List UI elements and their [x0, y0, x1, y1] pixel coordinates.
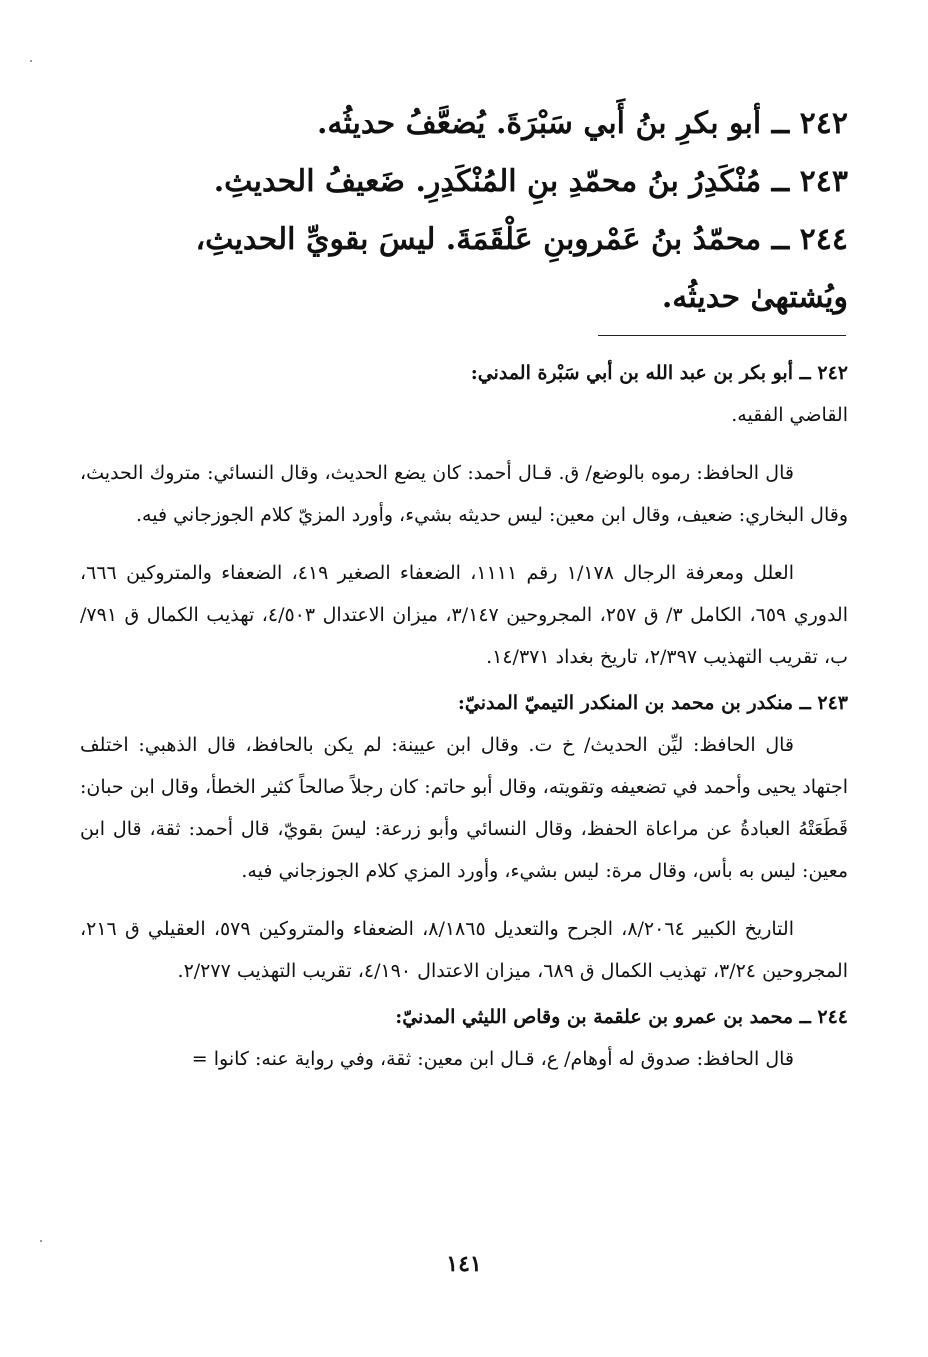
- entry-243: ٢٤٣ ــ مُنْكَدِرُ بنُ محمّدِ بنِ المُنْكَدِرِ. ضَعيفُ الحديثِ.: [213, 164, 848, 199]
- note-242-heading: ٢٤٢ ــ أبو بكر بن عبد الله بن أبي سَبْرة المدني:: [470, 362, 848, 384]
- note-243-text: قال الحافظ: ليِّن الحديث/ خ ت. وقال ابن عيينة: لم يكن بالحافظ، قال الذهبي: اختلف اجتهاد يحيى وأحمد في تضعيفه وتقويته، وقال أبو حاتم: كان رجلاً صالحاً كثير الخطأ، وقال ابن حبان: قَطَعَتْهُ العبادةُ عن مراعاة الحفظ، وقال النسائي وأبو زرعة: ليسَ بقويّ، قال أحمد: ثقة، قال ابن معين: ليس به بأس، وقال مرة: ليس بشيء، وأورد المزي كلام الجوزجاني فيه.: [80, 734, 848, 882]
- main-text: [110, 95, 848, 327]
- footnotes: [80, 352, 848, 1080]
- note-242-subtitle: القاضي الفقيه.: [731, 404, 848, 426]
- entry-244: ٢٤٤ ــ محمّدُ بنُ عَمْروبنِ عَلْقَمَةَ. ليسَ بقويِّ الحديثِ، ويُشتهىٰ حديثُه.: [195, 222, 848, 315]
- footnote-separator: [598, 335, 846, 336]
- note-243-sources: التاريخ الكبير ٨/٢٠٦٤، الجرح والتعديل ٨/١٨٦٥، الضعفاء والمتروكين ٥٧٩، العقيلي ق ٢١٦، المجروحين ٣/٢٤، تهذيب الكمال ق ٦٨٩، ميزان الاعتدال ٤/١٩٠، تقريب التهذيب ٢/٢٧٧.: [80, 918, 848, 982]
- page-number: ١٤١: [446, 1251, 482, 1277]
- note-244-text: قال الحافظ: صدوق له أوهام/ ع، قـال ابن معين: ثقة، وفي رواية عنه: كانوا =: [191, 1048, 794, 1070]
- scan-speck: [30, 60, 32, 62]
- note-242-text: قال الحافظ: رموه بالوضع/ ق. قـال أحمد: كان يضع الحديث، وقال النسائي: متروك الحديث، وقال البخاري: ضعيف، وقال ابن معين: ليس حديثه بشيء، وأورد المزيّ كلام الجوزجاني فيه.: [80, 462, 848, 526]
- entry-242: ٢٤٢ ــ أبو بكرِ بنُ أَبي سَبْرَةَ. يُضعَّفُ حديثُه.: [316, 106, 848, 141]
- note-244-heading: ٢٤٤ ــ محمد بن عمرو بن علقمة بن وقاص الليثي المدنيّ:: [395, 1006, 848, 1028]
- note-243-heading: ٢٤٣ ــ منكدر بن محمد بن المنكدر التيميّ المدنيّ:: [457, 692, 848, 714]
- scan-speck: [40, 1240, 42, 1242]
- note-242-sources: العلل ومعرفة الرجال ١/١٧٨ رقم ١١١١، الضعفاء الصغير ٤١٩، الضعفاء والمتروكين ٦٦٦، الدوري ٦٥٩، الكامل ٣/ ق ٢٥٧، المجروحين ٣/١٤٧، ميزان الاعتدال ٤/٥٠٣، تهذيب الكمال ق ٧٩١/ب، تقريب التهذيب ٢/٣٩٧، تاريخ بغداد ١٤/٣٧١.: [80, 562, 848, 668]
